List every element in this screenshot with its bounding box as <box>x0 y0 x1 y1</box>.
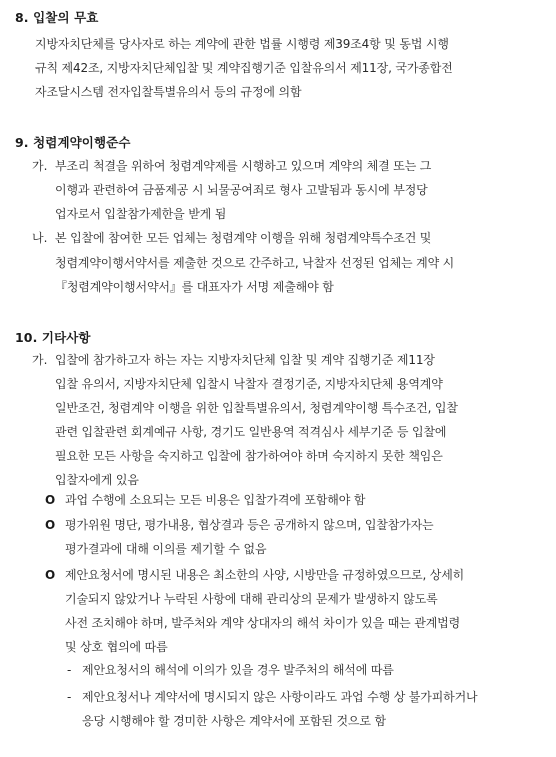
section-9-item-line: 이행과 관련하여 금품제공 시 뇌물공여죄로 형사 고발됨과 동시에 부정당 <box>55 183 428 197</box>
section-9-item-line: 『청렴계약이행서약서』를 대표자가 서명 제출해야 함 <box>55 280 334 294</box>
section-9-item-line: 청렴계약이행서약서를 제출한 것으로 간주하고, 낙찰자 선정된 업체는 계약 시 <box>55 256 455 270</box>
section-10-title: 10. 기타사항 <box>15 330 91 345</box>
section-9-item-line: 부조리 척결을 위하여 청렴계약제를 시행하고 있으며 계약의 체결 또는 그 <box>55 159 432 173</box>
bullet-line: 제안요청서에 명시된 내용은 최소한의 사양, 시방만을 규정하였으므로, 상세히 <box>65 568 465 582</box>
section-9-item-line: 업자로서 입찰참가제한을 받게 됨 <box>55 207 227 221</box>
bullet-line: 과업 수행에 소요되는 모든 비용은 입찰가격에 포함해야 함 <box>65 493 366 507</box>
bullet-line: 평가결과에 대해 이의를 제기할 수 없음 <box>65 542 267 556</box>
section-8-line: 자조달시스템 전자입찰특별유의서 등의 규정에 의함 <box>35 85 302 99</box>
dash-bullet-icon: - <box>67 663 72 677</box>
dash-line: 제안요청서의 해석에 이의가 있을 경우 발주처의 해석에 따름 <box>82 663 394 677</box>
section-10-item-line: 입찰 유의서, 지방자치단체 입찰시 낙찰자 결정기준, 지방자치단체 용역계약 <box>55 377 443 391</box>
bullet-line: 평가위원 명단, 평가내용, 협상결과 등은 공개하지 않으며, 입찰참가자는 <box>65 518 434 532</box>
circle-bullet-icon: O <box>45 493 56 507</box>
section-10-item-line: 관련 입찰관련 회계예규 사항, 경기도 일반용역 적격심사 세부기준 등 입찰에 <box>55 425 447 439</box>
bullet-line: 및 상호 협의에 따름 <box>65 640 168 654</box>
section-10-item-line: 입찰자에게 있음 <box>55 473 139 487</box>
dash-bullet-icon: - <box>67 690 72 704</box>
item-marker: 가. <box>32 353 48 367</box>
section-9-title: 9. 청렴계약이행준수 <box>15 135 131 150</box>
bullet-line: 사전 조치해야 하며, 발주처와 계약 상대자의 해석 차이가 있을 때는 관계법령 <box>65 616 461 630</box>
section-9-item-line: 본 입찰에 참여한 모든 업체는 청렴계약 이행을 위해 청렴계약특수조건 및 <box>55 231 432 245</box>
dash-line: 제안요청서나 계약서에 명시되지 않은 사항이라도 과업 수행 상 불가피하거나 <box>82 690 478 704</box>
bullet-line: 기술되지 않았거나 누락된 사항에 대해 관리상의 문제가 발생하지 않도록 <box>65 592 438 606</box>
section-8-line: 지방자치단체를 당사자로 하는 계약에 관한 법률 시행령 제39조4항 및 동법 시행 <box>35 37 449 51</box>
section-10-item-line: 필요한 모든 사항을 숙지하고 입찰에 참가하여야 하며 숙지하지 못한 책임은 <box>55 449 443 463</box>
section-8-line: 규칙 제42조, 지방자치단체입찰 및 계약집행기준 입찰유의서 제11장, 국가종합전 <box>35 61 453 75</box>
section-10-item-line: 일반조건, 청렴계약 이행을 위한 입찰특별유의서, 청렴계약이행 특수조건, 입찰 <box>55 401 458 415</box>
item-marker: 가. <box>32 159 48 173</box>
item-marker: 나. <box>32 231 48 245</box>
circle-bullet-icon: O <box>45 568 56 582</box>
section-8-title: 8. 입찰의 무효 <box>15 10 99 25</box>
circle-bullet-icon: O <box>45 518 56 532</box>
section-10-item-line: 입찰에 참가하고자 하는 자는 지방자치단체 입찰 및 계약 집행기준 제11장 <box>55 353 435 367</box>
dash-line: 응당 시행해야 할 경미한 사항은 계약서에 포함된 것으로 함 <box>82 714 386 728</box>
